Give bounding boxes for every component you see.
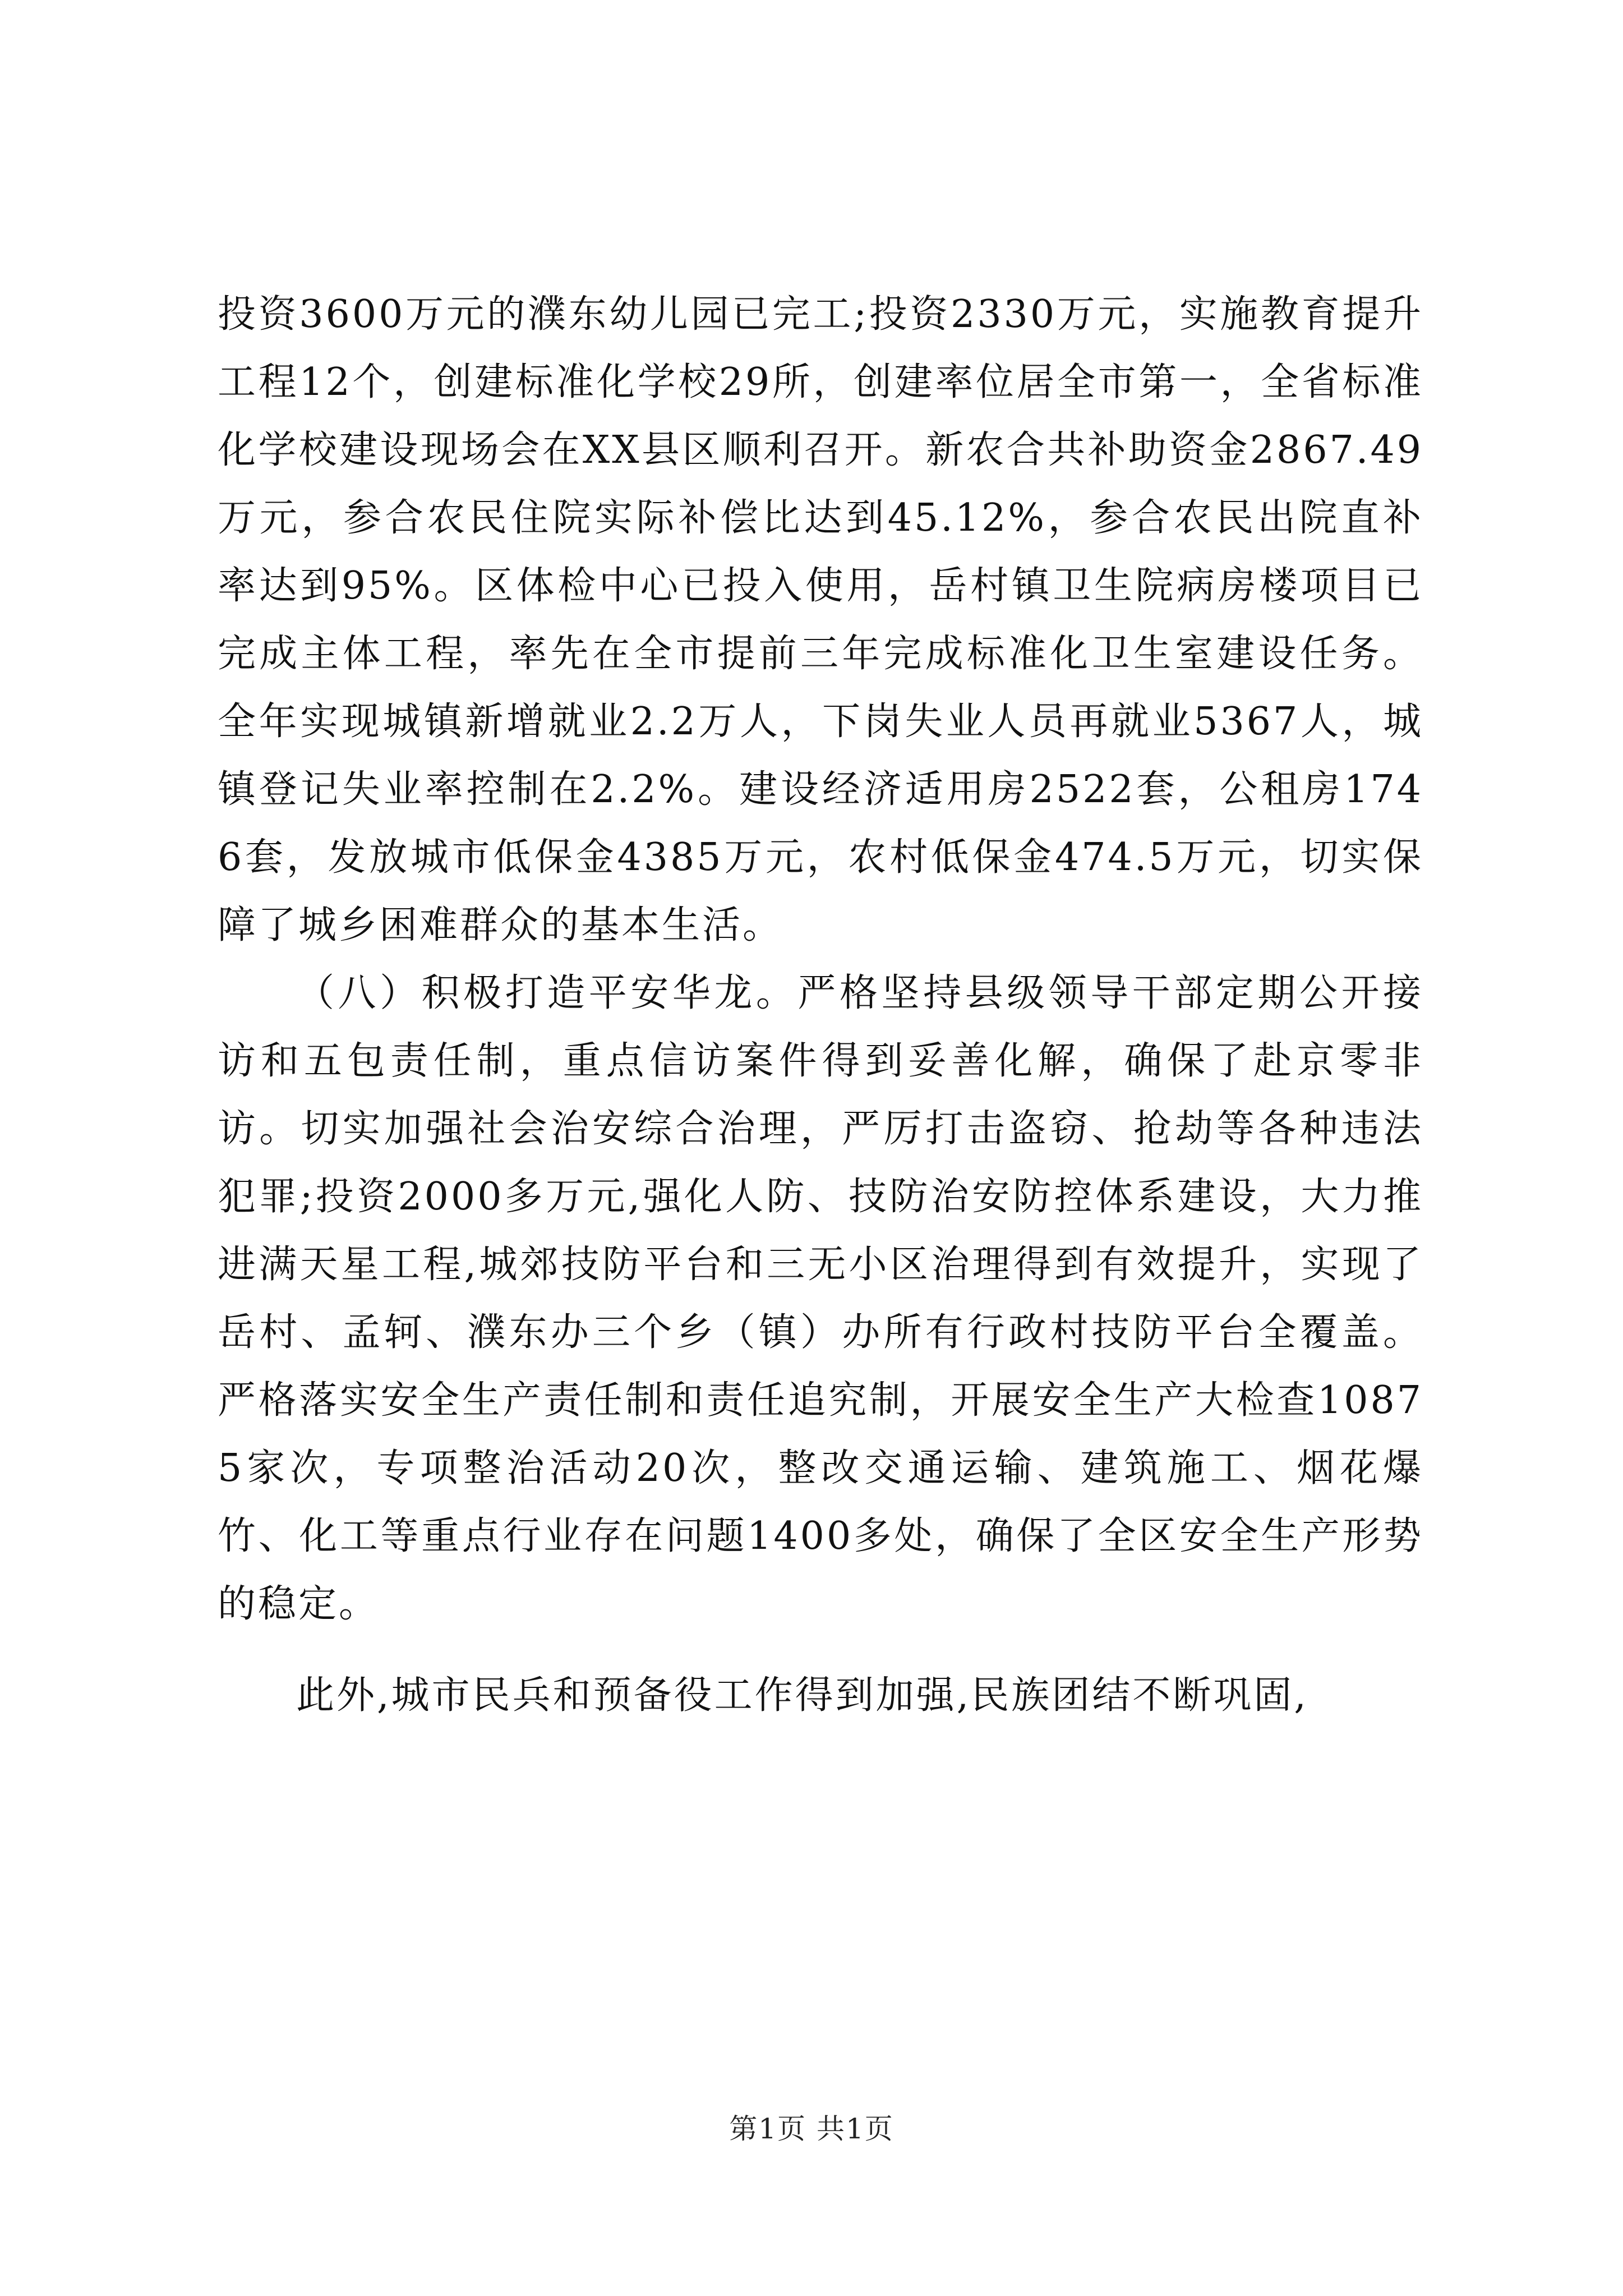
page-number-footer: 第1页 共1页 [729, 2113, 894, 2145]
document-body [218, 280, 1423, 1729]
paragraph-section-eight: （八）积极打造平安华龙。严格坚持县级领导干部定期公开接访和五包责任制，重点信访案件得到妥善化解，确保了赴京零非访。切实加强社会治安综合治理，严厉打击盗窃、抢劫等各种违法犯罪;投资2000多万元,强化人防、技防治安防控体系建设，大力推进满天星工程,城郊技防平台和三无小区治理得到有效提升，实现了岳村、孟轲、濮东办三个乡（镇）办所有行政村技防平台全覆盖。严格落实安全生产责任制和责任追究制，开展安全生产大检查10875家次，专项整治活动20次，整改交通运输、建筑施工、烟花爆竹、化工等重点行业存在问题1400多处，确保了全区安全生产形势的稳定。 [218, 971, 1423, 1626]
paragraph-continued: 投资3600万元的濮东幼儿园已完工;投资2330万元，实施教育提升工程12个，创建标准化学校29所，创建率位居全市第一，全省标准化学校建设现场会在XX县区顺利召开。新农合共补助资金2867.49万元，参合农民住院实际补偿比达到45.12%，参合农民出院直补率达到95%。区体检中心已投入使用，岳村镇卫生院病房楼项目已完成主体工程，率先在全市提前三年完成标准化卫生室建设任务。全年实现城镇新增就业2.2万人，下岗失业人员再就业5367人，城镇登记失业率控制在2.2%。建设经济适用房2522套，公租房1746套，发放城市低保金4385万元，农村低保金474.5万元，切实保障了城乡困难群众的基本生活。 [218, 292, 1423, 947]
paragraph-closing: 此外,城市民兵和预备役工作得到加强,民族团结不断巩固, [296, 1673, 1308, 1718]
